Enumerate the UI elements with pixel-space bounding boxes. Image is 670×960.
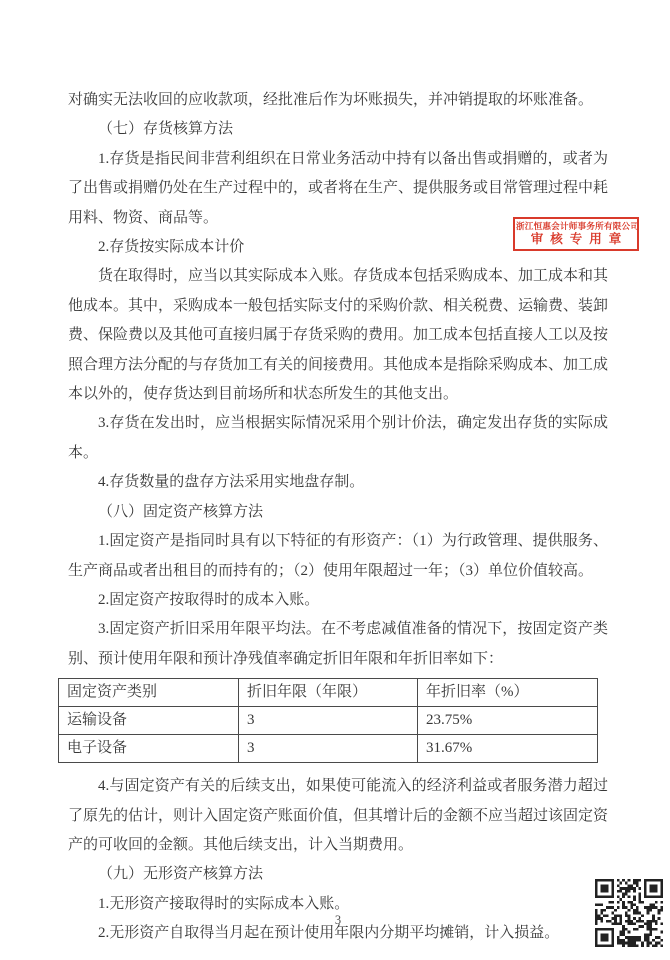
paragraph: （七）存货核算方法 [98, 121, 234, 138]
table-cell: 31.67% [418, 735, 598, 763]
table-cell: 23.75% [418, 707, 598, 735]
table-header-cell: 固定资产类别 [59, 679, 239, 707]
paragraph: 货在取得时，应当以其实际成本入账。存货成本包括采购成本、加工成本和其他成本。其中，采购成本一般包括实际支付的采购价款、相关税费、运输费、装卸费、保险费以及其他可直接归属于存货采购的费用。加工成本包括直接人工以及按照合理方法分配的与存货加工有关的间接费用。其他成本是指除采购成本、加工成本以外的，使存货达到目前场所和状态所发生的其他支出。 [68, 268, 609, 403]
paragraph: 2.存货按实际成本计价 [98, 239, 245, 256]
paragraph: 4.存货数量的盘存方法采用实地盘存制。 [98, 474, 365, 491]
table-cell: 电子设备 [59, 735, 239, 763]
paragraph: 3.固定资产折旧采用年限平均法。在不考虑减值准备的情况下，按固定资产类别、预计使用年限和预计净残值率确定折旧年限和年折旧率如下： [68, 621, 608, 667]
depreciation-table [58, 678, 598, 763]
table-cell: 运输设备 [59, 707, 239, 735]
paragraph: 1.无形资产接取得时的实际成本入账。 [98, 895, 350, 912]
paragraph: 2.无形资产自取得当月起在预计使用年限内分期平均摊销，计入损益。 [98, 925, 560, 942]
paragraph: 2.固定资产按取得时的成本入账。 [98, 591, 320, 608]
page-number: 3 [334, 913, 342, 927]
paragraph: 对确实无法收回的应收款项，经批准后作为坏账损失，并冲销提取的坏账准备。 [68, 92, 594, 108]
table-cell: 3 [239, 707, 418, 735]
paragraph: （九）无形资产核算方法 [98, 866, 264, 883]
paragraph: 1.存货是指民间非营利组织在日常业务活动中持有以备出售或捐赠的，或者为了出售或捐赠仍处在生产过程中的，或者将在生产、提供服务或目常管理过程中耗用料、物资、商品等。 [68, 150, 609, 226]
table-header-cell: 年折旧率（%） [418, 679, 598, 707]
table-cell: 3 [239, 735, 418, 763]
table-header-row [59, 679, 598, 707]
table-row [59, 707, 598, 735]
table-header-cell: 折旧年限（年限） [239, 679, 418, 707]
paragraph: 4.与固定资产有关的后续支出，如果使可能流入的经济利益或者服务潜力超过了原先的估计，则计入固定资产账面价值，但其增计后的金额不应当超过该固定资产的可收回的金额。其他后续支出，计入当期费用。 [68, 778, 609, 853]
stamp-company-name: 浙江恒惠会计师事务所有限公司 [516, 221, 640, 231]
audit-stamp [513, 217, 639, 251]
table-row [59, 735, 598, 763]
stamp-seal-text: 审核专用章 [530, 232, 629, 246]
paragraph: 3.存货在发出时，应当根据实际情况采用个别计价法，确定发出存货的实际成本。 [68, 415, 608, 461]
paragraph: 1.固定资产是指同时具有以下特征的有形资产：（1）为行政管理、提供服务、生产商品或者出租目的而持有的；（2）使用年限超过一年；（3）单位价值较高。 [68, 533, 608, 579]
document-body [68, 86, 608, 949]
paragraph: （八）固定资产核算方法 [98, 503, 264, 520]
